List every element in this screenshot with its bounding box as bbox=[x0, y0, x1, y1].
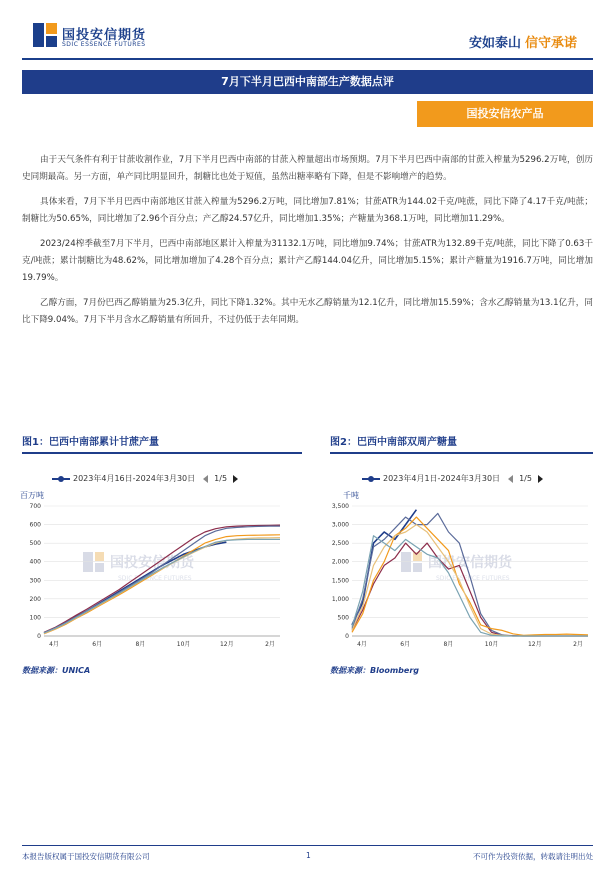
figure-1-source: 数据来源：UNICA bbox=[22, 666, 91, 675]
page-header bbox=[0, 0, 615, 62]
slogan-part-a: 安如泰山 bbox=[468, 36, 521, 51]
x-tick-label: 12月 bbox=[219, 641, 234, 648]
watermark-subtext: SDIC ESSENCE FUTURES bbox=[436, 575, 510, 582]
figure-1-legend[interactable] bbox=[52, 473, 238, 484]
y-tick-label: 0 bbox=[345, 633, 349, 640]
y-tick-label: 2,500 bbox=[331, 540, 349, 548]
slogan bbox=[469, 32, 577, 51]
y-tick-label: 2,000 bbox=[331, 558, 349, 566]
x-tick-label: 10月 bbox=[176, 641, 191, 648]
series-line bbox=[352, 536, 588, 636]
y-tick-label: 400 bbox=[29, 558, 41, 566]
prev-page-icon[interactable] bbox=[508, 475, 513, 483]
watermark-text: 国投安信期货 bbox=[428, 555, 512, 571]
report-body bbox=[22, 152, 593, 337]
series-line bbox=[44, 538, 280, 634]
figure-1-title: 图1：巴西中南部累计甘蔗产量 bbox=[22, 437, 159, 448]
paragraph: 2023/24榨季截至7月下半月，巴西中南部地区累计入榨量为31132.1万吨，同比增加9.74%；甘蔗ATR为132.89千克/吨蔗，同比下降了0.63千克/吨蔗；累计制糖比为48.62%，同比增加增加了4.28个百分点；累计产乙醇144.04亿升，同比增加5.15%；累计产糖量为1916.7万吨，同比增加19.79%。 bbox=[22, 239, 593, 283]
x-tick-label: 4月 bbox=[49, 641, 59, 648]
y-tick-label: 0 bbox=[37, 633, 41, 640]
watermark-subtext: SDIC ESSENCE FUTURES bbox=[118, 575, 192, 582]
legend-marker-icon bbox=[362, 478, 380, 480]
series-line bbox=[44, 539, 280, 633]
y-tick-label: 700 bbox=[29, 503, 41, 510]
legend-label: 2023年4月1日-2024年3月30日 bbox=[383, 474, 501, 483]
legend-pager bbox=[508, 474, 543, 483]
y-tick-label: 1,000 bbox=[331, 595, 349, 603]
y-tick-label: 500 bbox=[29, 540, 41, 548]
x-tick-label: 12月 bbox=[527, 641, 542, 648]
figure-1-divider bbox=[22, 452, 302, 454]
figure-1-chart bbox=[18, 500, 288, 658]
figure-1-unit: 百万吨 bbox=[20, 491, 44, 500]
y-tick-label: 300 bbox=[29, 577, 41, 585]
slogan-part-b: 信守承诺 bbox=[524, 36, 577, 51]
paragraph: 乙醇方面，7月份巴西乙醇销量为25.3亿升，同比下降1.32%。其中无水乙醇销量为12.1亿升，同比增加15.59%；含水乙醇销量为13.1亿升，同比下降9.04%。7月下半月含水乙醇销量有所回升，不过仍低于去年同期。 bbox=[22, 298, 593, 325]
legend-label: 2023年4月16日-2024年3月30日 bbox=[73, 474, 196, 483]
figure-2-title: 图2：巴西中南部双周产糖量 bbox=[330, 437, 457, 448]
y-tick-label: 600 bbox=[29, 521, 41, 529]
next-page-icon[interactable] bbox=[538, 475, 543, 483]
x-tick-label: 2月 bbox=[573, 641, 583, 648]
x-tick-label: 4月 bbox=[357, 641, 367, 648]
y-tick-label: 3,500 bbox=[331, 503, 349, 510]
y-tick-label: 1,500 bbox=[331, 577, 349, 585]
y-tick-label: 200 bbox=[29, 595, 41, 603]
footer-disclaimer: 不可作为投资依据，转载请注明出处 bbox=[473, 852, 593, 861]
report-title: 7月下半月巴西中南部生产数据点评 bbox=[22, 70, 593, 94]
x-tick-label: 2月 bbox=[265, 641, 275, 648]
legend-page: 1/5 bbox=[214, 474, 228, 483]
footer-divider bbox=[22, 845, 593, 846]
paragraph: 具体来看，7月下半月巴西中南部地区甘蔗入榨量为5296.2万吨，同比增加7.81%；甘蔗ATR为144.02千克/吨蔗，同比下降了4.17千克/吨蔗；制糖比为50.65%，同比增加了2.96个百分点；产乙醇24.57亿升，同比增加1.35%；产糖量为368.1万吨，同比增加11.29%。 bbox=[22, 197, 593, 224]
company-name: 国投安信期货 bbox=[62, 28, 147, 43]
figure-2-legend[interactable] bbox=[362, 473, 543, 484]
paragraph: 由于天气条件有利于甘蔗收割作业，7月下半月巴西中南部的甘蔗入榨量超出市场预期。7月下半月巴西中南部的甘蔗入榨量为5296.2万吨，创历史同期最高。另一方面，单产同比明显回升，制糖比也处于短值，虽然出糖率略有下降，但是不影响增产的趋势。 bbox=[22, 155, 593, 182]
series-line bbox=[44, 535, 280, 634]
legend-page: 1/5 bbox=[519, 474, 532, 483]
footer-copyright: 本报告版权属于国投安信期货有限公司 bbox=[22, 852, 150, 861]
figure-2-chart bbox=[326, 500, 596, 658]
x-tick-label: 10月 bbox=[484, 641, 499, 648]
header-divider bbox=[22, 58, 593, 60]
figure-2-divider bbox=[330, 452, 593, 454]
next-page-icon[interactable] bbox=[233, 475, 238, 483]
x-tick-label: 6月 bbox=[400, 641, 411, 648]
company-logo-icon bbox=[32, 22, 58, 48]
x-tick-label: 8月 bbox=[443, 641, 454, 648]
watermark-text: 国投安信期货 bbox=[110, 555, 194, 571]
y-tick-label: 500 bbox=[337, 614, 349, 622]
y-tick-label: 3,000 bbox=[331, 521, 349, 529]
figure-2-source: 数据来源：Bloomberg bbox=[330, 666, 419, 675]
legend-marker-icon bbox=[52, 478, 70, 480]
y-tick-label: 100 bbox=[29, 614, 41, 622]
x-tick-label: 8月 bbox=[135, 641, 146, 648]
x-tick-label: 6月 bbox=[92, 641, 103, 648]
legend-pager bbox=[203, 474, 238, 483]
report-tag: 国投安信农产品 bbox=[417, 101, 593, 127]
page-number: 1 bbox=[306, 851, 311, 860]
prev-page-icon[interactable] bbox=[203, 475, 208, 483]
figure-2-unit: 千吨 bbox=[343, 491, 359, 500]
company-name-en: SDIC ESSENCE FUTURES bbox=[62, 41, 146, 48]
